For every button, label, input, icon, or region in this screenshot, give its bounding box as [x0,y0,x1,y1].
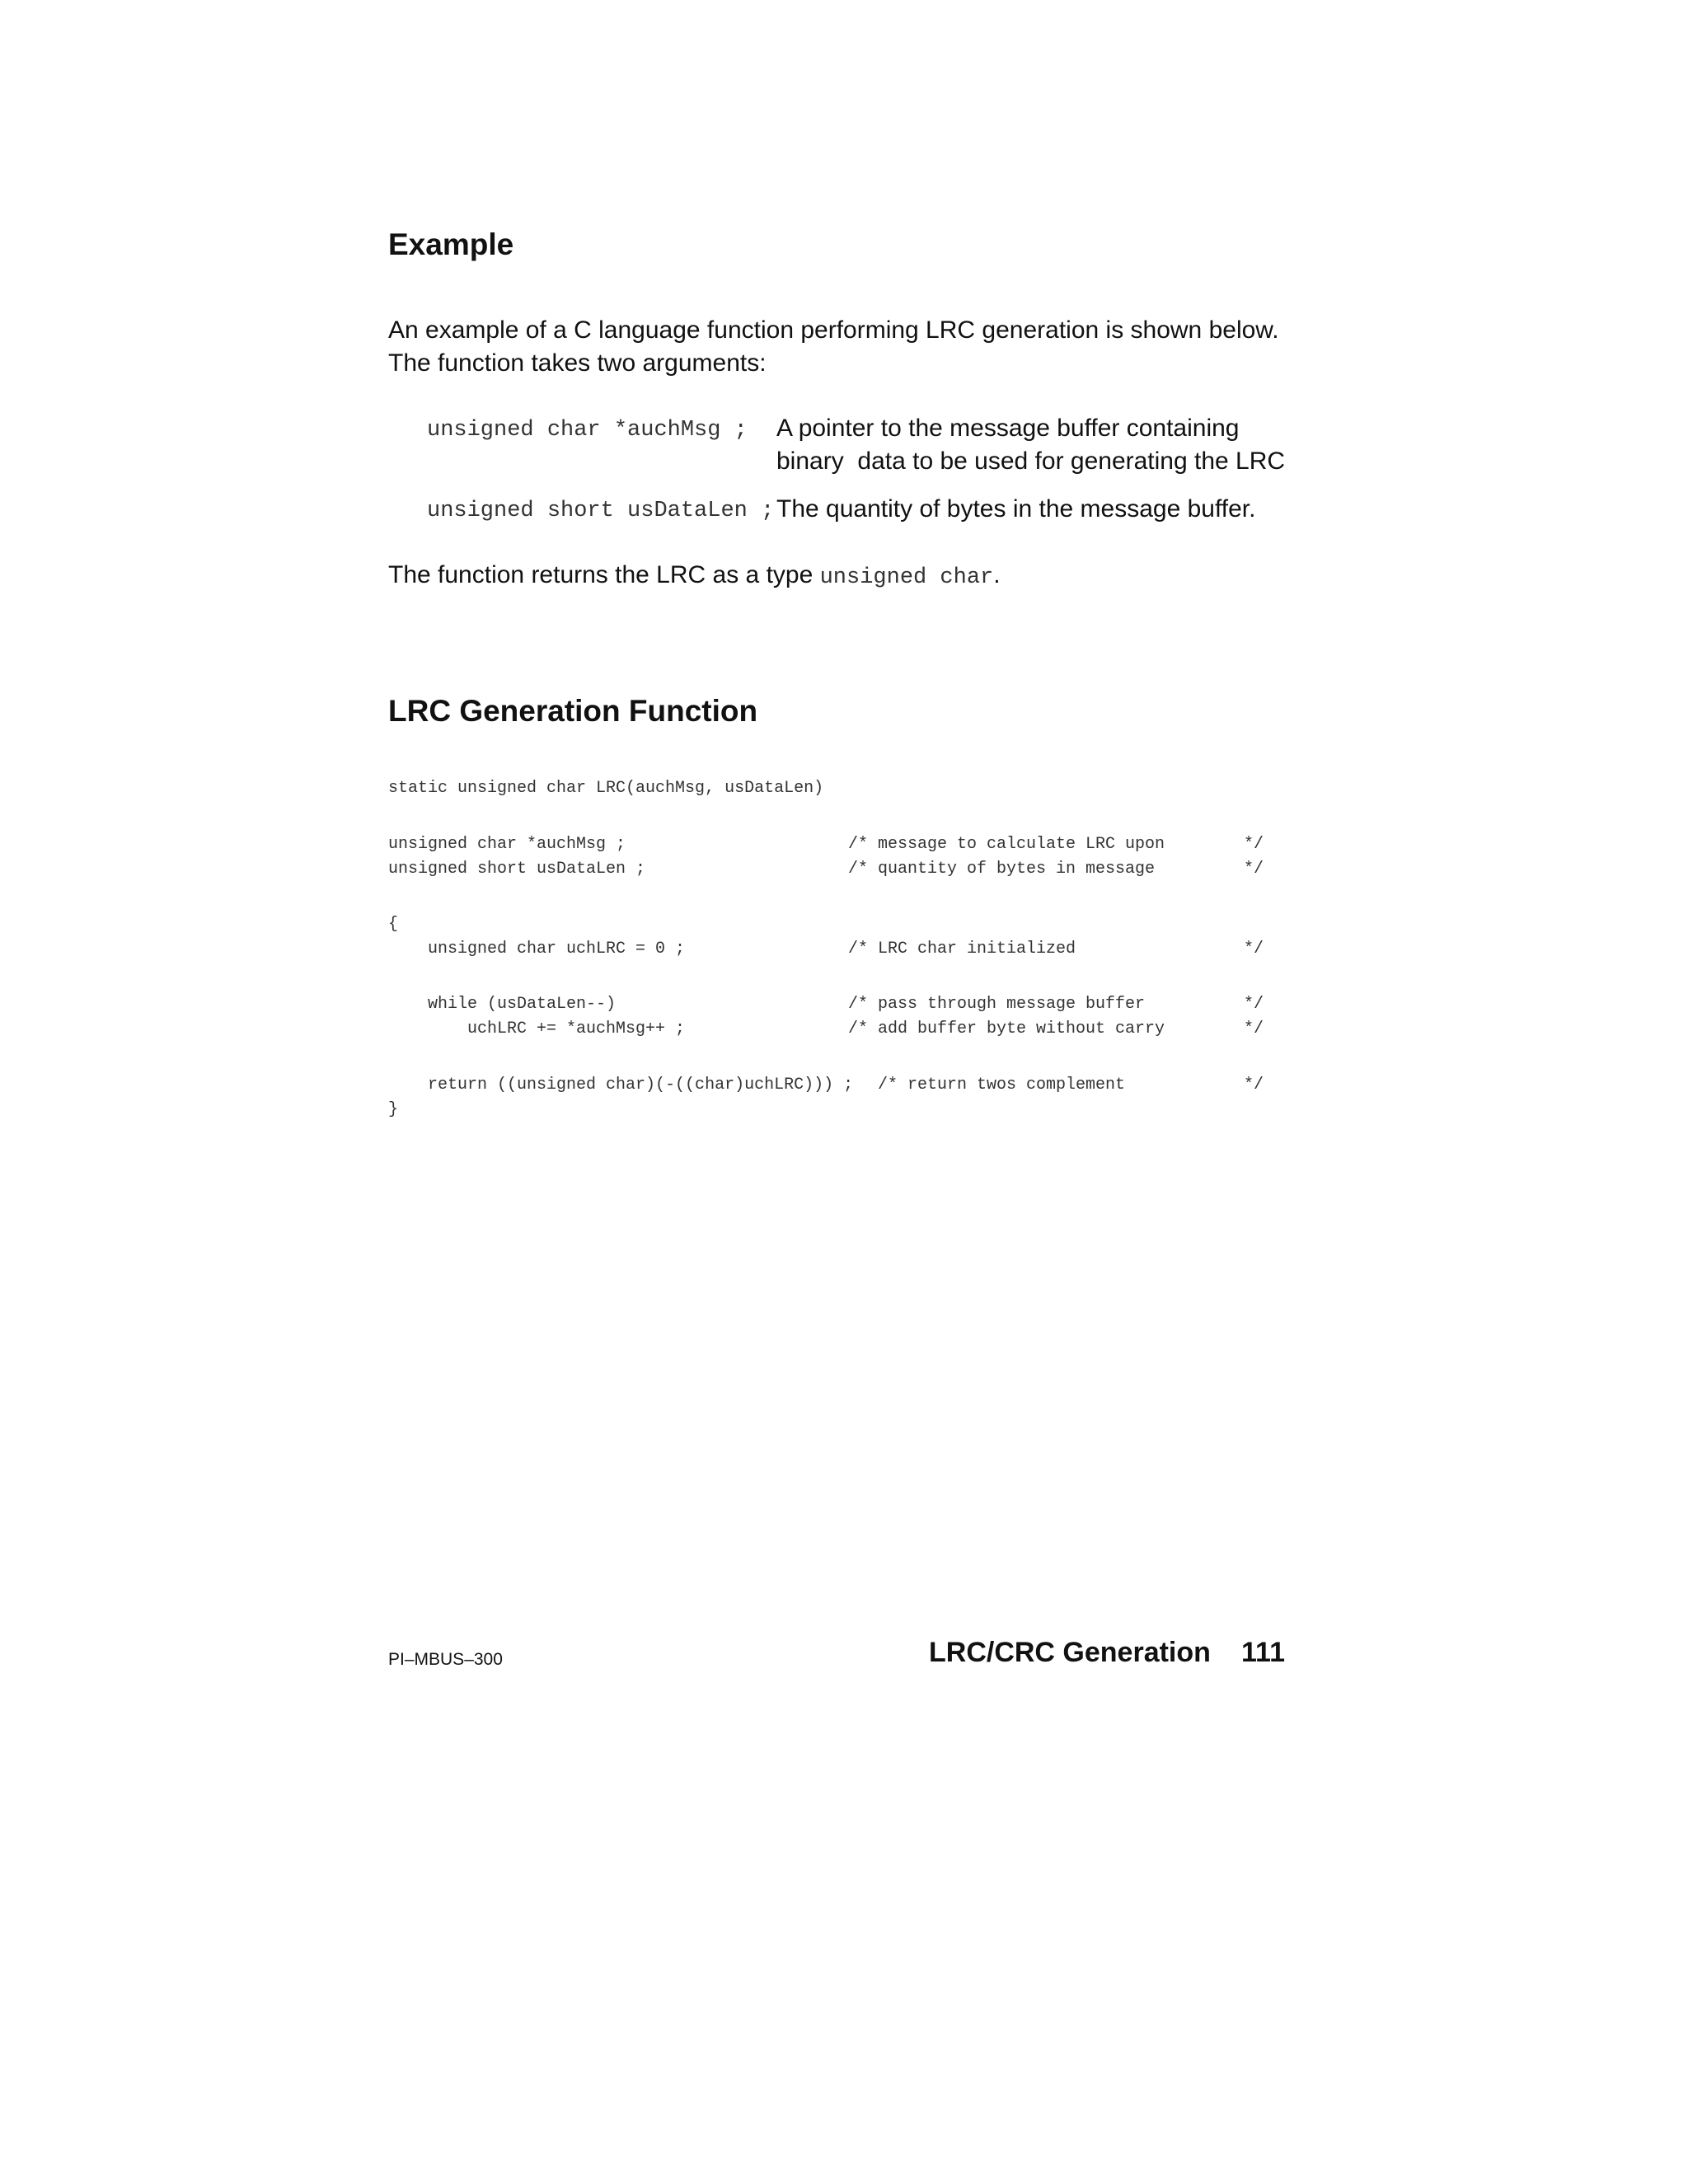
code-line: unsigned short usDataLen ; [388,860,646,879]
argument-description-usdatalen: The quantity of bytes in the message buffer. [776,495,1256,523]
footer-document-id: PI–MBUS–300 [388,1650,503,1669]
returns-type-code: unsigned char [819,565,994,590]
code-comment-end: */ [1244,1076,1264,1094]
code-comment-end: */ [1244,940,1264,958]
code-line: } [388,1100,399,1119]
code-line: unsigned char *auchMsg ; [388,835,626,854]
code-line: static unsigned char LRC(auchMsg, usDataLen) [388,779,824,798]
footer-page-number: 111 [1241,1637,1285,1668]
code-line: unsigned char uchLRC = 0 ; [388,940,686,958]
intro-text-line-2: The function takes two arguments: [388,349,767,377]
code-comment-end: */ [1244,995,1264,1014]
code-line: while (usDataLen--) [388,995,617,1014]
intro-text-line-1: An example of a C language function performing LRC generation is shown below. [388,316,1279,344]
code-comment-end: */ [1244,835,1264,854]
code-line: return ((unsigned char)(-((char)uchLRC))) ; [388,1076,854,1094]
argument-description-auchmsg-line-1: A pointer to the message buffer containing [776,415,1240,442]
code-line: uchLRC += *auchMsg++ ; [388,1019,686,1038]
code-comment: /* return twos complement [878,1076,1126,1094]
argument-description-auchmsg-line-2: binary data to be used for generating the LRC [776,448,1286,475]
code-comment: /* add buffer byte without carry [848,1019,1165,1038]
argument-code-auchmsg: unsigned char *auchMsg ; [427,418,748,443]
argument-code-usdatalen: unsigned short usDataLen ; [427,499,775,523]
footer-chapter-title: LRC/CRC Generation [929,1637,1211,1668]
code-comment: /* pass through message buffer [848,995,1146,1014]
code-comment: /* quantity of bytes in message [848,860,1156,879]
returns-text: The function returns the LRC as a type [388,561,820,588]
returns-sentence [388,559,1336,594]
section-heading-lrc-generation-function: LRC Generation Function [388,694,758,728]
code-line: { [388,915,399,934]
code-comment: /* LRC char initialized [848,940,1076,958]
returns-end: . [993,561,1001,588]
code-comment: /* message to calculate LRC upon [848,835,1165,854]
code-comment-end: */ [1244,860,1264,879]
code-comment-end: */ [1244,1019,1264,1038]
section-heading-example: Example [388,227,514,261]
